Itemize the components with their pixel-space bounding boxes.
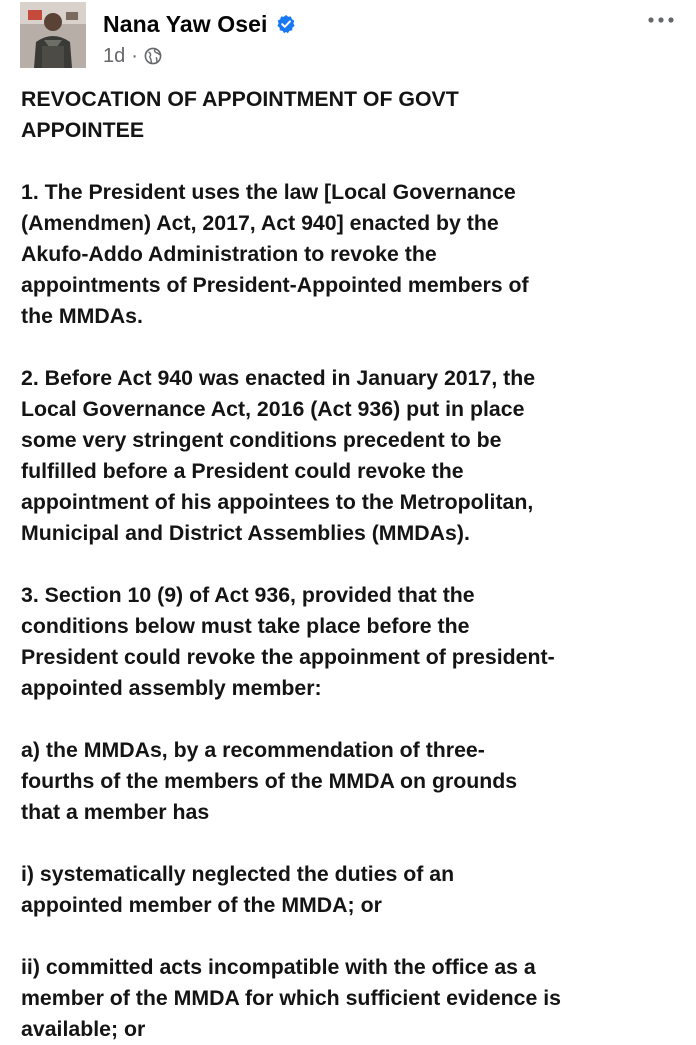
post-text-line: 2. Before Act 940 was enacted in January 2017, the [21,366,536,390]
post-text-line: some very stringent conditions precedent to be [21,428,502,452]
post-paragraph [21,580,681,704]
globe-icon[interactable] [144,47,162,65]
post-text-line: Local Governance Act, 2016 (Act 936) put in place [21,397,525,421]
post-text-line: the MMDAs. [21,304,143,328]
post-text-line: fourths of the members of the MMDA on grounds [21,769,518,793]
post-paragraph [21,84,681,146]
post-timestamp[interactable]: 1d [103,44,126,67]
post-header [0,0,696,80]
post-paragraph [21,735,681,828]
avatar[interactable] [20,2,86,68]
more-options-icon[interactable] [644,8,678,32]
post-text-line: member of the MMDA for which sufficient evidence is [21,986,562,1010]
post-text-line: Municipal and District Assemblies (MMDAs). [21,521,470,545]
post-text [21,84,681,1045]
post-text-line: ii) committed acts incompatible with the office as a [21,955,536,979]
post-paragraph [21,859,681,921]
author-name[interactable]: Nana Yaw Osei [103,10,268,37]
post-text-line: APPOINTEE [21,118,145,142]
post-text-line: conditions below must take place before the [21,614,470,638]
post-text-line: i) systematically neglected the duties of an [21,862,455,886]
verified-badge-icon [276,14,296,34]
post-text-line: (Amendmen) Act, 2017, Act 940] enacted by the [21,211,499,235]
post-text-line: 1. The President uses the law [Local Governance [21,180,516,204]
post-text-line: a) the MMDAs, by a recommendation of three- [21,738,485,762]
post-text-line: appointments of President-Appointed members of [21,273,529,297]
post-text-line: fulfilled before a President could revoke the [21,459,464,483]
post-text-line: appointment of his appointees to the Metropolitan, [21,490,534,514]
post-paragraph [21,952,681,1045]
post-paragraph [21,177,681,332]
post-text-line: that a member has [21,800,210,824]
author-row [103,8,296,40]
post-meta [103,43,162,69]
post-text-line: 3. Section 10 (9) of Act 936, provided that the [21,583,475,607]
post-text-line: appointed assembly member: [21,676,322,700]
post-text-line: available; or [21,1017,146,1041]
post-text-line: Akufo-Addo Administration to revoke the [21,242,437,266]
avatar-photo-icon [20,2,86,68]
meta-separator: · [131,44,138,67]
post-text-line: REVOCATION OF APPOINTMENT OF GOVT [21,87,459,111]
post-text-line: appointed member of the MMDA; or [21,893,382,917]
post-text-line: President could revoke the appoinment of president- [21,645,555,669]
post-paragraph [21,363,681,549]
